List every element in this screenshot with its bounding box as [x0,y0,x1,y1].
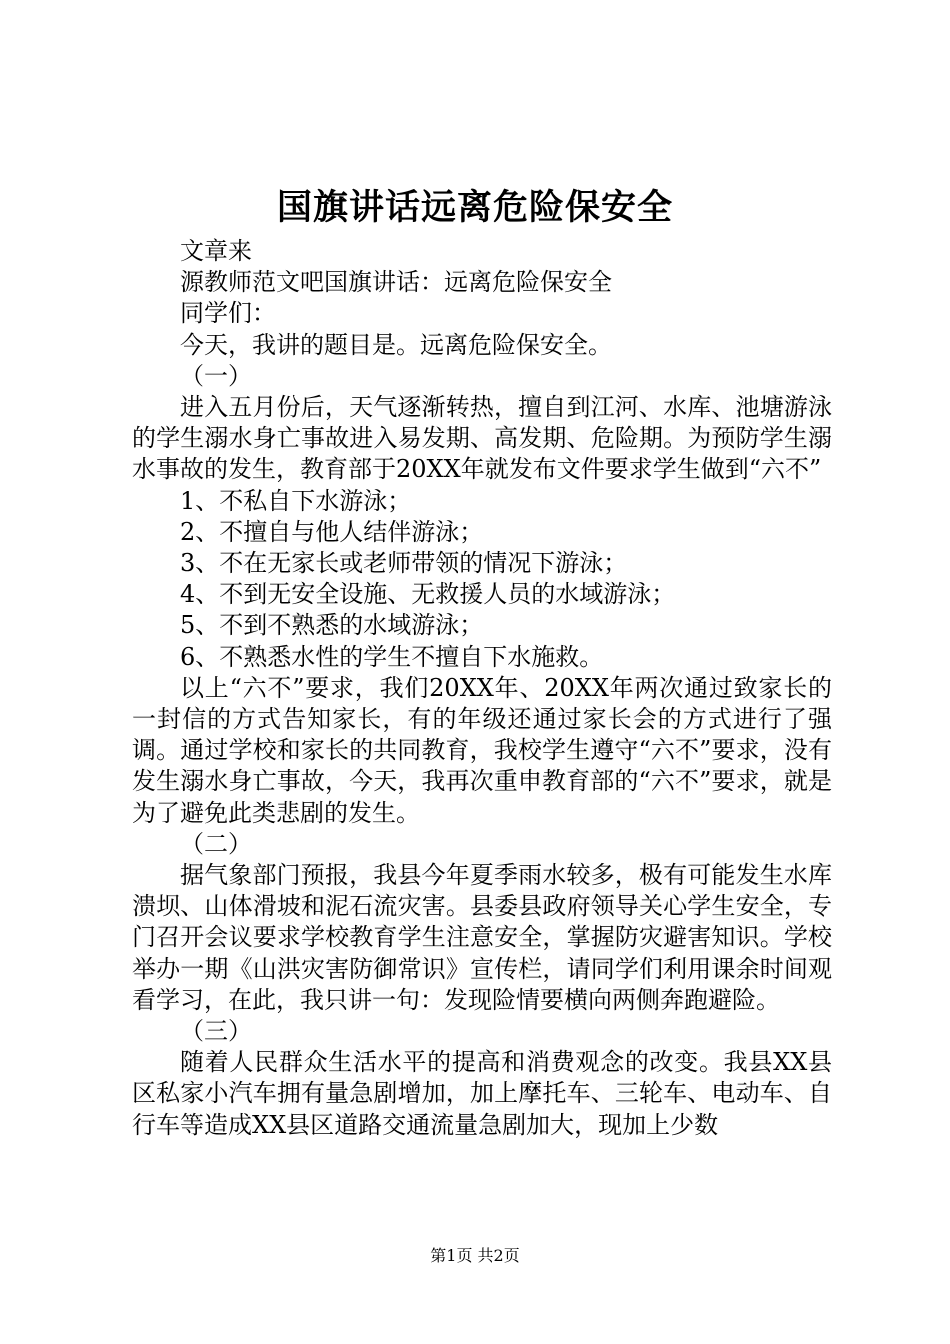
page-footer: 第1页 共2页 [430,1246,520,1265]
body-paragraph: 今天，我讲的题目是。远离危险保安全。 [180,330,612,359]
body-paragraph: 随着人民群众生活水平的提高和消费观念的改变。我县XX县区私家小汽车拥有量急剧增加，加上摩托车、三轮车、电动车、自行车等造成XX县区道路交通流量急剧加大，现加上少数 [132,1048,832,1139]
body-paragraph: 1、不私自下水游泳； [180,486,412,515]
body-paragraph: 以上“六不”要求，我们20XX年、20XX年两次通过致家长的一封信的方式告知家长，有的年级还通过家长会的方式进行了强调。通过学校和家长的共同教育，我校学生遵守“六不”要求，没有发生溺水身亡事故，今天，我再次重申教育部的“六不”要求，就是为了避免此类悲剧的发生。 [132,673,832,827]
body-paragraph: 进入五月份后，天气逐渐转热，擅自到江河、水库、池塘游泳的学生溺水身亡事故进入易发期、高发期、危险期。为预防学生溺水事故的发生，教育部于20XX年就发布文件要求学生做到“六不” [132,393,832,484]
body-paragraph: 5、不到不熟悉的水域游泳； [180,611,484,640]
body-paragraph: 据气象部门预报，我县今年夏季雨水较多，极有可能发生水库溃坝、山体滑坡和泥石流灾害。县委县政府领导关心学生安全，专门召开会议要求学校教育学生注意安全，掌握防灾避害知识。学校举办一期《山洪灾害防御常识》宣传栏，请同学们利用课余时间观看学习，在此，我只讲一句：发现险情要横向两侧奔跑避险。 [132,861,832,1014]
document-body [132,236,832,1141]
section-heading: （三） [180,1017,252,1046]
body-paragraph: 4、不到无安全设施、无救援人员的水域游泳； [180,580,676,609]
document-title: 国旗讲话远离危险保安全 [276,187,673,228]
body-paragraph: 6、不熟悉水性的学生不擅自下水施救。 [180,642,604,671]
body-paragraph: 文章来 [180,237,252,265]
body-paragraph: 2、不擅自与他人结伴游泳； [180,517,484,546]
body-paragraph: 3、不在无家长或老师带领的情况下游泳； [180,549,628,578]
body-paragraph: 源教师范文吧国旗讲话：远离危险保安全 [180,268,612,297]
section-heading: （一） [180,361,252,390]
section-heading: （二） [180,829,252,858]
body-paragraph: 同学们： [180,299,276,328]
